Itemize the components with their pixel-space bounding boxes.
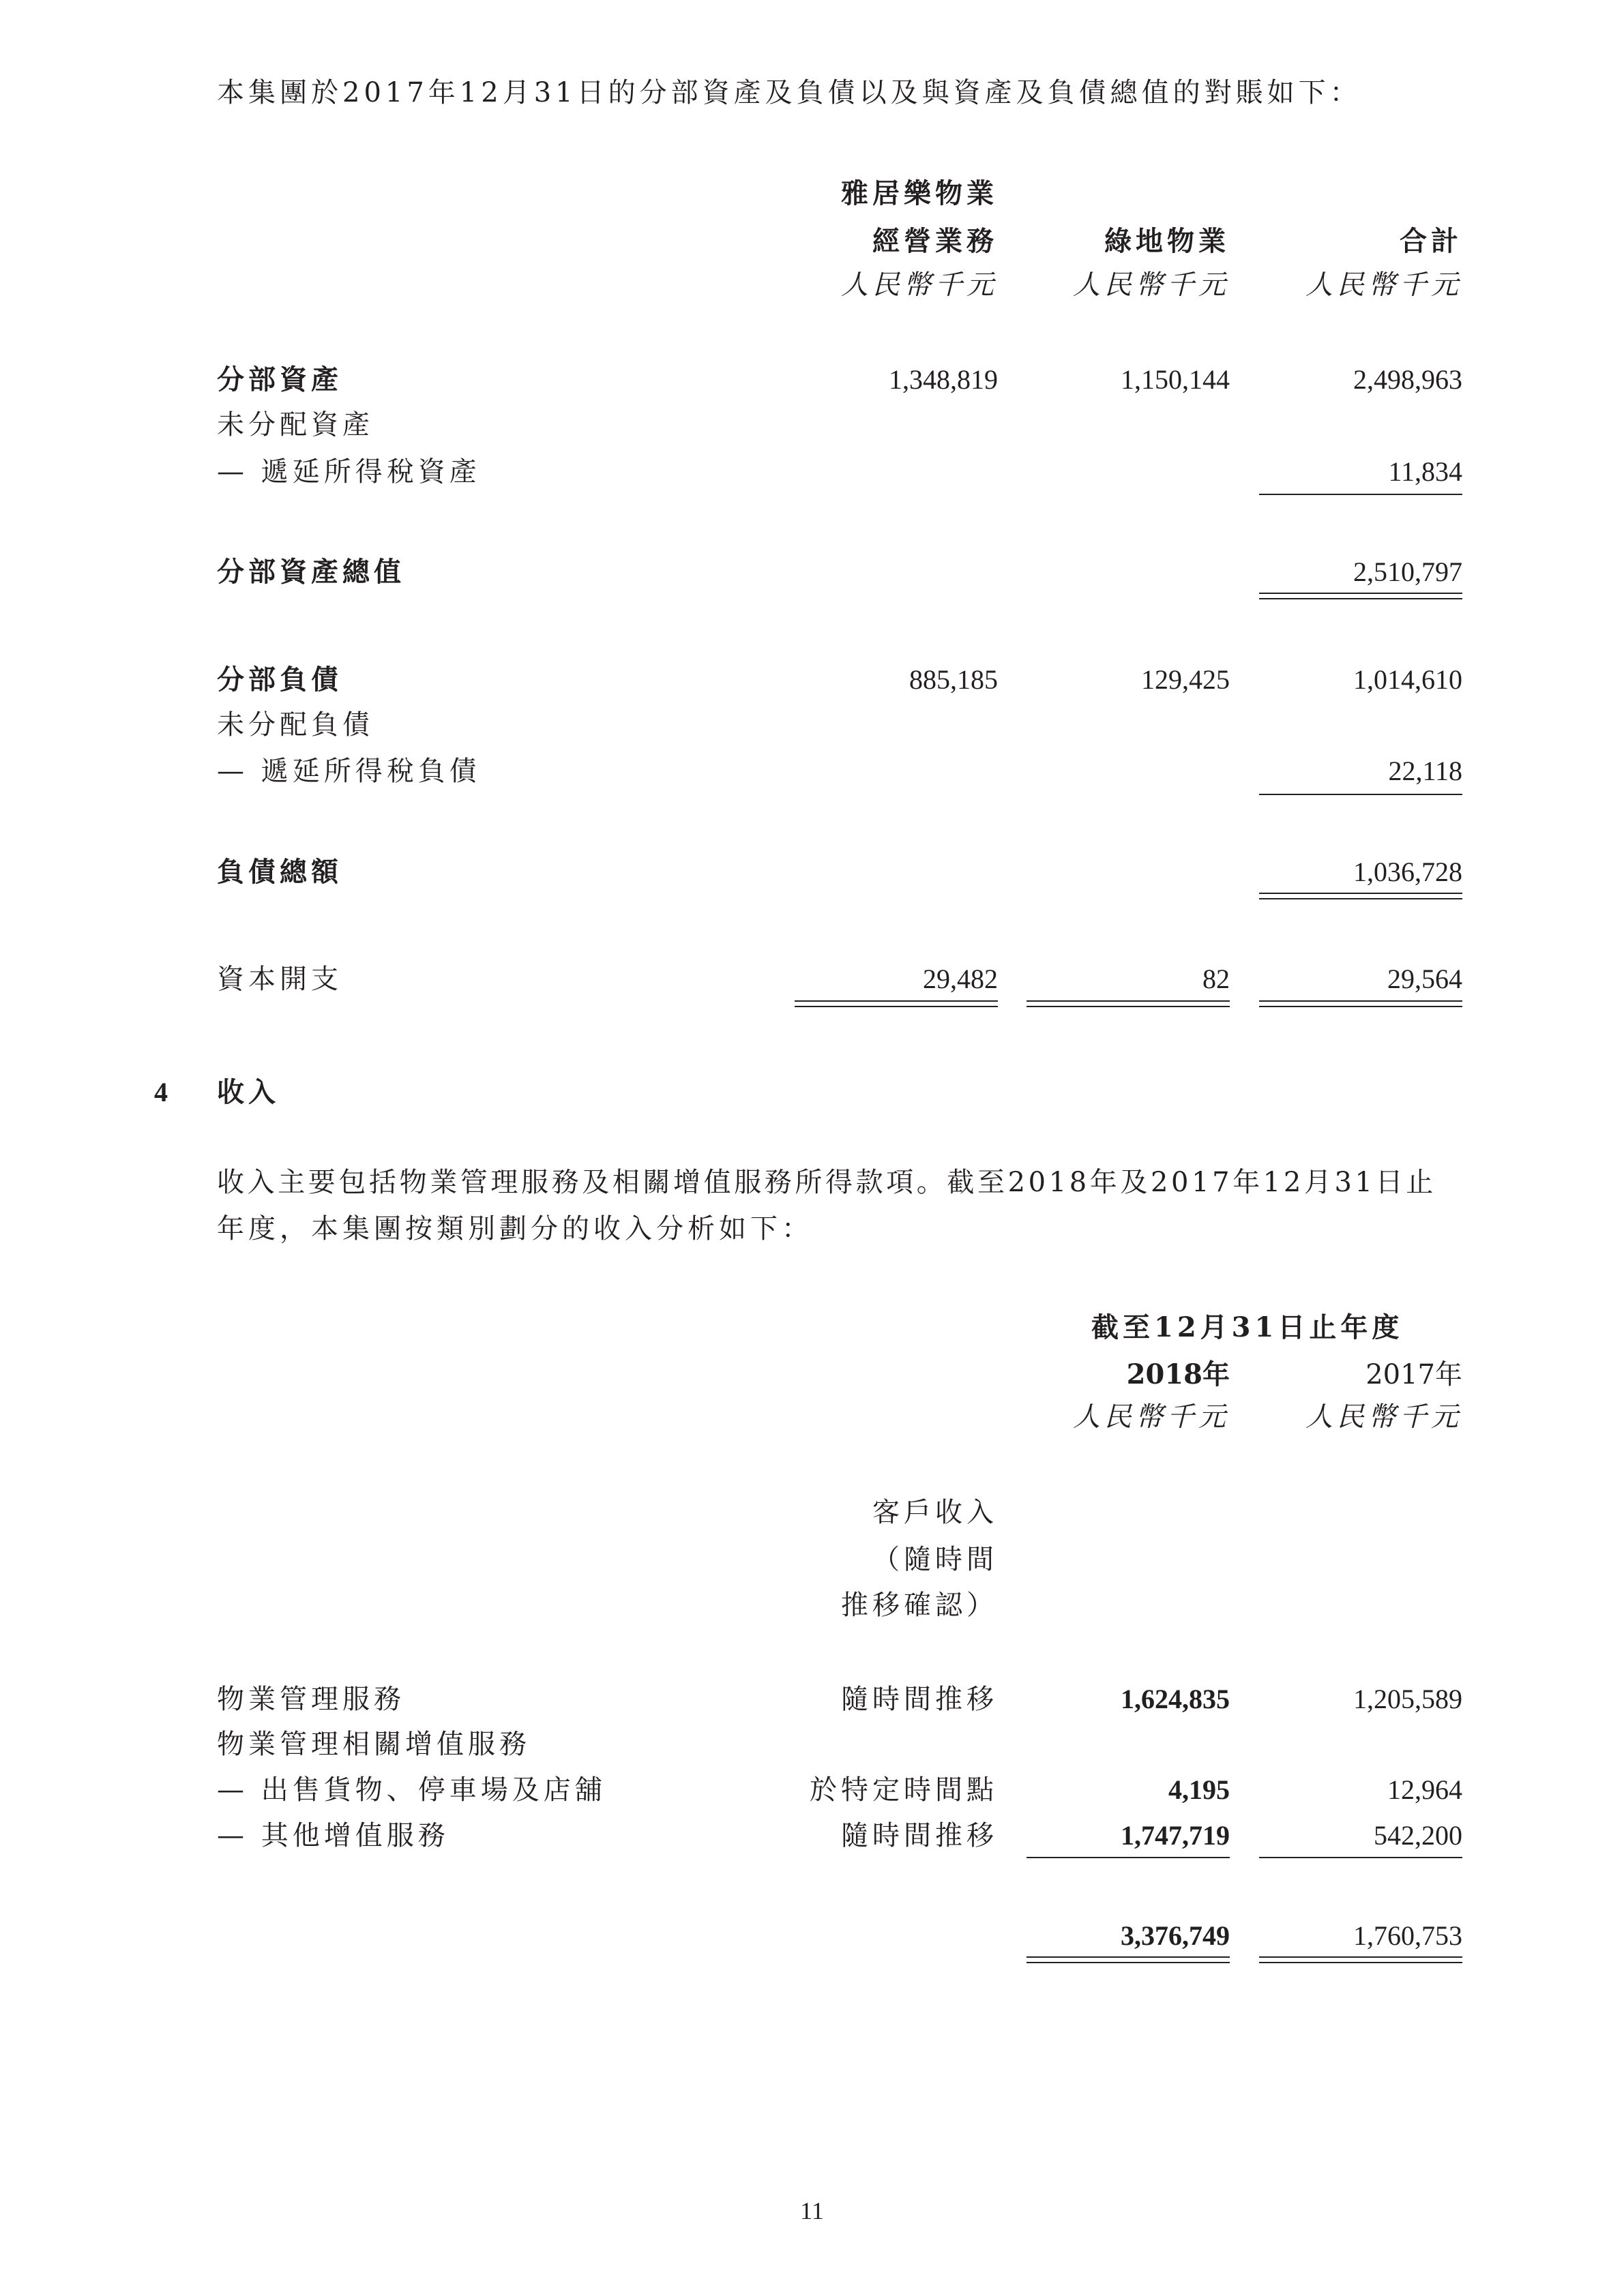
rev-row-2017: 1,205,589 xyxy=(1353,1684,1462,1714)
rev-row-label: — 出售貨物、停車場及店舖 xyxy=(217,1774,606,1806)
capex-rule-top xyxy=(1027,1000,1230,1002)
rev-row-2018: 1,624,835 xyxy=(1121,1684,1230,1714)
segment-liabilities-label: 分部負債 xyxy=(217,664,342,696)
revenue-paragraph-line1: 收入主要包括物業管理服務及相關增值服務所得款項。截至2018年及2017年12月31日止 xyxy=(217,1167,1436,1198)
rev-row-label: 物業管理服務 xyxy=(217,1684,405,1715)
segment-assets-col1: 1,348,819 xyxy=(889,364,998,395)
deferred-tax-liabilities-col3: 22,118 xyxy=(1388,756,1462,786)
capex-rule-bottom xyxy=(795,1006,998,1007)
subtotal-rule xyxy=(1259,494,1462,495)
unallocated-liabilities-label: 未分配負債 xyxy=(217,709,374,741)
section-number: 4 xyxy=(154,1077,172,1107)
timing-header-line1: 客戶收入 xyxy=(872,1497,998,1528)
unit-2018: 人民幣千元 xyxy=(1073,1401,1230,1433)
deferred-tax-assets-label: — 遞延所得稅資產 xyxy=(217,456,481,488)
timing-header-line2: （隨時間 xyxy=(872,1544,998,1575)
capex-rule-bottom xyxy=(1027,1006,1230,1007)
rev-row-2017: 12,964 xyxy=(1387,1774,1462,1805)
period-header: 截至12月31日止年度 xyxy=(1091,1311,1404,1343)
year-2018-header: 2018年 xyxy=(1126,1358,1230,1390)
segment-assets-col3: 2,498,963 xyxy=(1353,364,1462,395)
capex-rule-top xyxy=(1259,1000,1462,1002)
segment-assets-col2: 1,150,144 xyxy=(1121,364,1230,395)
total-liabilities-col3: 1,036,728 xyxy=(1353,856,1462,887)
header-col1-line1: 雅居樂物業 xyxy=(841,177,998,209)
header-col3: 合計 xyxy=(1400,225,1462,257)
unallocated-assets-label: 未分配資產 xyxy=(217,409,374,441)
header-col2: 綠地物業 xyxy=(1104,225,1230,257)
rev-row-timing: 於特定時間點 xyxy=(810,1774,998,1806)
capex-rule-top xyxy=(795,1000,998,1002)
capex-col3: 29,564 xyxy=(1387,964,1462,994)
deferred-tax-assets-col3: 11,834 xyxy=(1388,456,1462,487)
capex-rule-bottom xyxy=(1259,1006,1462,1007)
section-title: 收入 xyxy=(217,1076,280,1108)
revenue-total-2018: 3,376,749 xyxy=(1121,1920,1230,1951)
header-col1-line2: 經營業務 xyxy=(872,225,998,257)
segment-liabilities-col2: 129,425 xyxy=(1141,664,1230,695)
intro-paragraph: 本集團於2017年12月31日的分部資產及負債以及與資產及負債總值的對賬如下： xyxy=(217,77,1361,108)
total-rule-top xyxy=(1259,593,1462,594)
total-rule-bottom xyxy=(1259,1962,1462,1963)
total-assets-col3: 2,510,797 xyxy=(1353,556,1462,587)
segment-assets-label: 分部資產 xyxy=(217,363,342,396)
total-rule-top xyxy=(1259,1956,1462,1958)
subtotal-rule xyxy=(1259,794,1462,795)
total-rule-top xyxy=(1259,893,1462,894)
total-rule-bottom xyxy=(1259,598,1462,599)
revenue-total-2017: 1,760,753 xyxy=(1353,1920,1462,1951)
capex-col1: 29,482 xyxy=(923,964,998,994)
page-number: 11 xyxy=(800,2197,824,2224)
unit-2017: 人民幣千元 xyxy=(1305,1401,1462,1433)
rev-row-label: 物業管理相關增值服務 xyxy=(217,1729,531,1760)
segment-liabilities-col1: 885,185 xyxy=(909,664,998,695)
segment-liabilities-col3: 1,014,610 xyxy=(1353,664,1462,695)
timing-header-line3: 推移確認） xyxy=(841,1590,998,1621)
subtotal-rule xyxy=(1259,1857,1462,1858)
rev-row-timing: 隨時間推移 xyxy=(841,1684,998,1715)
deferred-tax-liabilities-label: — 遞延所得稅負債 xyxy=(217,756,481,787)
capex-label: 資本開支 xyxy=(217,964,342,995)
total-assets-label: 分部資產總值 xyxy=(217,556,405,588)
rev-row-2017: 542,200 xyxy=(1374,1820,1462,1851)
rev-row-timing: 隨時間推移 xyxy=(841,1820,998,1851)
total-liabilities-label: 負債總額 xyxy=(217,856,342,888)
subtotal-rule xyxy=(1027,1857,1230,1858)
total-rule-bottom xyxy=(1259,898,1462,899)
total-rule-top xyxy=(1027,1956,1230,1958)
header-unit-col1: 人民幣千元 xyxy=(841,269,998,301)
rev-row-2018: 4,195 xyxy=(1168,1774,1230,1805)
rev-row-2018: 1,747,719 xyxy=(1121,1820,1230,1851)
total-rule-bottom xyxy=(1027,1962,1230,1963)
rev-row-label: — 其他增值服務 xyxy=(217,1820,449,1851)
capex-col2: 82 xyxy=(1202,964,1230,994)
year-2017-header: 2017年 xyxy=(1365,1359,1462,1390)
revenue-paragraph-line2: 年度，本集團按類別劃分的收入分析如下： xyxy=(217,1213,813,1244)
header-unit-col2: 人民幣千元 xyxy=(1073,269,1230,301)
header-unit-col3: 人民幣千元 xyxy=(1305,269,1462,301)
